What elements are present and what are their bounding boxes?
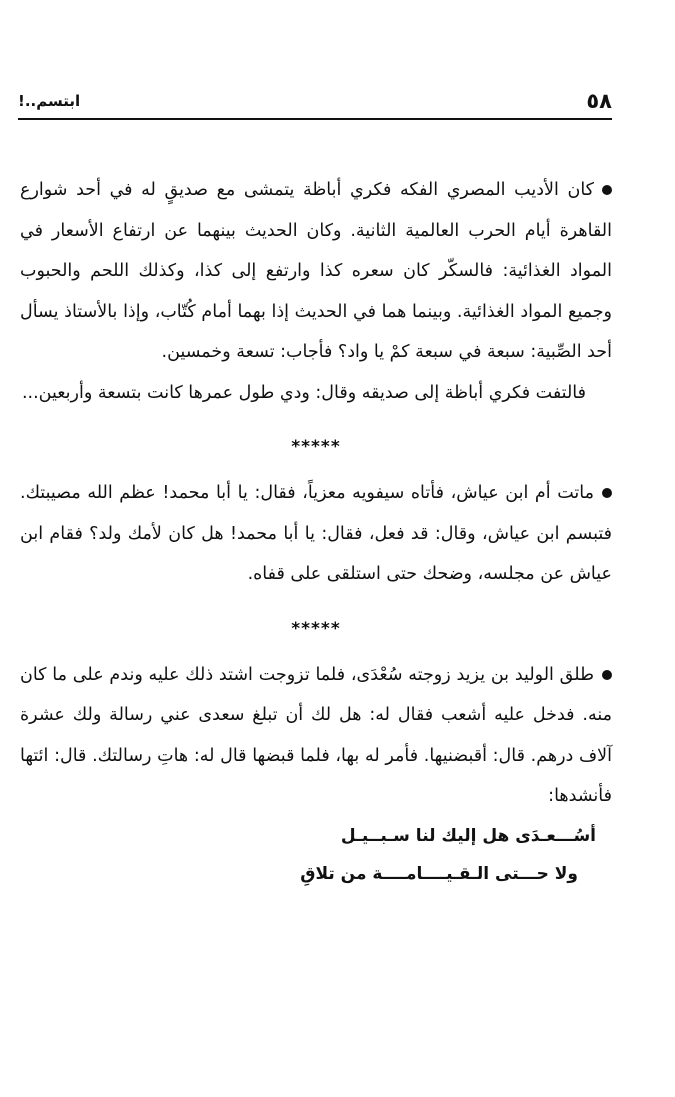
poem-verse-1: أسُـــعـدَى هل إليك لنا سـبــيـل: [340, 825, 596, 846]
bullet-icon: [602, 670, 612, 680]
anecdote-2-text: ماتت أم ابن عياش، فأتاه سيفويه معزياً، فقال: يا أبا محمد! عظم الله مصيبتك. فتبسم ابن عياش، وقال: قد فعل، فقال: يا أبا محمد! هل كان لأمك ولد؟ فقام ابن عياش عن مجلسه، وضحك حتى استلقى على قفاه.: [20, 483, 612, 584]
running-title: ابتسم..!: [18, 92, 81, 110]
anecdote-1-paragraph-1: [20, 170, 612, 373]
anecdote-1-paragraph-2: فالتفت فكري أباظة إلى صديقه وقال: ودي طول عمرها كانت بتسعة وأربعين...: [21, 382, 586, 403]
poem-verse-2: ولا حـــتى الـقـيــــامــــة من تلاقِ: [300, 863, 578, 884]
bullet-icon: [602, 185, 612, 195]
anecdote-2-paragraph-1: [20, 473, 612, 595]
anecdote-3-text: طلق الوليد بن يزيد زوجته سُعْدَى، فلما تزوجت اشتد ذلك عليه وندم على ما كان منه. فدخل عليه أشعب فقال له: هل لك أن تبلغ سعدى عني رسالة ولك عشرة آلاف درهم. قال: أقبضنيها. فأمر له بها، فلما قبضها قال له: هاتِ رسالتك. قال: ائتها فأنشدها:: [20, 664, 612, 806]
section-separator: *****: [291, 618, 341, 639]
section-separator: *****: [291, 437, 341, 457]
anecdote-1-text: كان الأديب المصري الفكه فكري أباظة يتمشى مع صديقٍ له في أحد شوارع القاهرة أيام الحرب العالمية الثانية. وكان الحديث بينهما عن ارتفاع الأسعار في المواد الغذائية: فالسكّر كان سعره كذا وارتفع إلى كذا، وكذلك اللحم والحبوب وجميع المواد الغذائية. وبينما هما في الحديث إذا بهما أمام كُتّاب، وإذا بالأستاذ يسأل أحد الصِّبية: سبعة في سبعة كمْ يا واد؟ فأجاب: تسعة وخمسين.: [20, 180, 612, 362]
page-body: [20, 170, 612, 893]
bullet-icon: [602, 488, 612, 498]
page-number: ٥٨: [586, 89, 612, 113]
anecdote-3-paragraph-1: [20, 655, 612, 817]
page-header: [18, 86, 612, 120]
